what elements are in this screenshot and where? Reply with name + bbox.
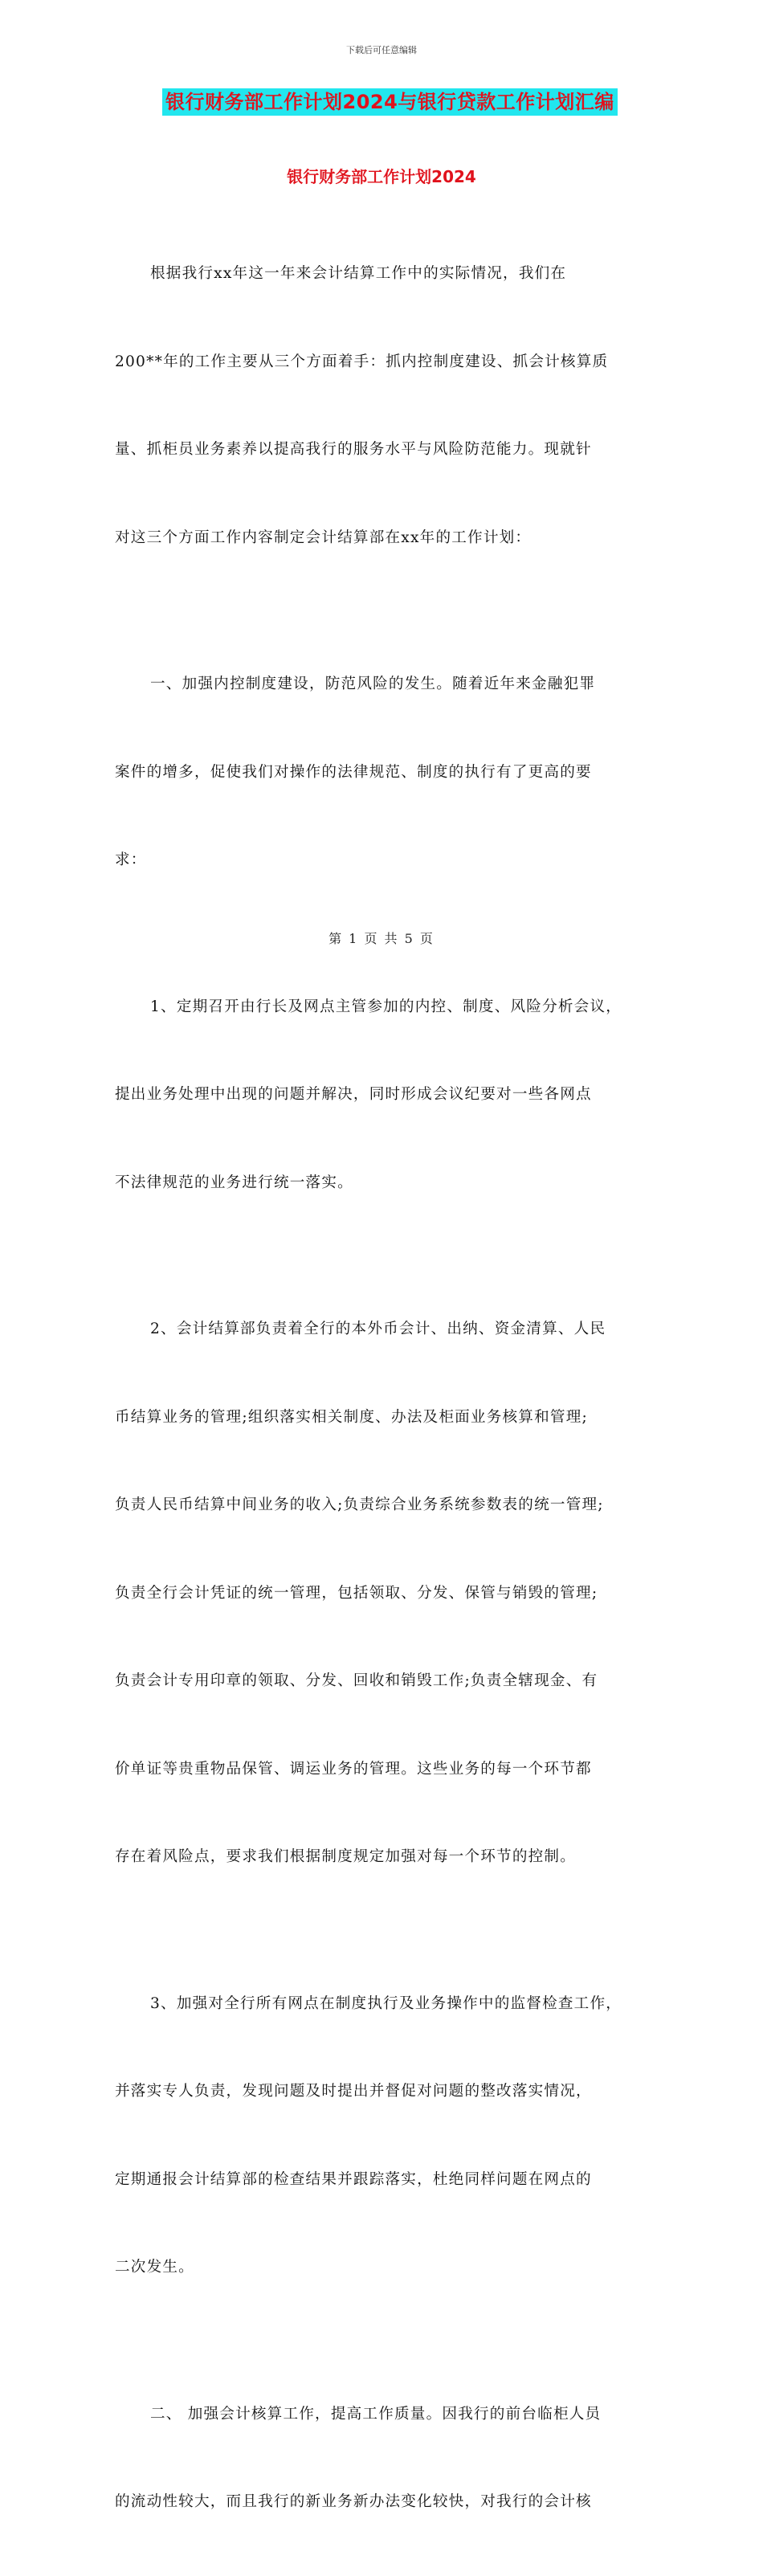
section-title: 银行财务部工作计划2024 <box>287 167 476 186</box>
text-line: 币结算业务的管理;组织落实相关制度、办法及柜面业务核算和管理; <box>115 1408 588 1426</box>
text-line: 量、抓柜员业务素养以提高我行的服务水平与风险防范能力。现就针 <box>115 441 592 458</box>
paragraph <box>115 201 653 611</box>
text-line: 求： <box>115 851 147 868</box>
text-line: 200**年的工作主要从三个方面着手：抓内控制度建设、抓会计核算质 <box>115 353 609 370</box>
text-line: 2、会计结算部负责着全行的本外币会计、出纳、资金清算、人民 <box>150 1321 606 1337</box>
text-line: 不法律规范的业务进行统一落实。 <box>115 1174 353 1191</box>
text-line: 提出业务处理中出现的问题并解决，同时形成会议纪要对一些各网点 <box>115 1086 592 1103</box>
text-line: 负责会计专用印章的领取、分发、回收和销毁工作;负责全辖现金、有 <box>115 1672 598 1689</box>
text-line: 案件的增多，促使我们对操作的法律规范、制度的执行有了更高的要 <box>115 763 592 781</box>
text-line: 负责人民币结算中间业务的收入;负责综合业务系统参数表的统一管理; <box>115 1496 604 1513</box>
text-line: 的流动性较大，而且我行的新业务新办法变化较快，对我行的会计核 <box>115 2493 592 2510</box>
text-line: 3、加强对全行所有网点在制度执行及业务操作中的监督检查工作， <box>150 1994 622 2012</box>
text-line: 1、定期召开由行长及网点主管参加的内控、制度、风险分析会议， <box>150 998 622 1015</box>
text-line: 一、加强内控制度建设，防范风险的发生。随着近年来金融犯罪 <box>150 676 596 692</box>
paragraph <box>115 1931 653 2341</box>
header-note: 下载后可任意编辑 <box>346 45 417 55</box>
text-line: 二次发生。 <box>115 2259 194 2276</box>
text-line: 价单证等贵重物品保管、调运业务的管理。这些业务的每一个环节都 <box>115 1760 592 1778</box>
text-line: 对这三个方面工作内容制定会计结算部在xx年的工作计划： <box>115 529 532 546</box>
text-line: 二、 加强会计核算工作，提高工作质量。因我行的前台临柜人员 <box>150 2405 602 2423</box>
paragraph <box>115 1256 653 1931</box>
document-title: 银行财务部工作计划2024与银行贷款工作计划汇编 <box>165 91 614 113</box>
paragraph <box>115 2341 653 2576</box>
page-number: 第 1 页 共 5 页 <box>328 931 435 946</box>
text-line: 负责全行会计凭证的统一管理，包括领取、分发、保管与销毁的管理; <box>115 1584 598 1602</box>
document-title-highlight <box>162 88 618 116</box>
text-line: 定期通报会计结算部的检查结果并跟踪落实，杜绝同样问题在网点的 <box>115 2170 592 2188</box>
text-line: 根据我行xx年这一年来会计结算工作中的实际情况，我们在 <box>150 265 567 282</box>
text-line: 存在着风险点，要求我们根据制度规定加强对每一个环节的控制。 <box>115 1848 577 1865</box>
paragraph <box>115 934 653 1257</box>
document-body <box>115 201 653 2576</box>
paragraph <box>115 611 653 934</box>
text-line: 并落实专人负责，发现问题及时提出并督促对问题的整改落实情况， <box>115 2083 592 2100</box>
